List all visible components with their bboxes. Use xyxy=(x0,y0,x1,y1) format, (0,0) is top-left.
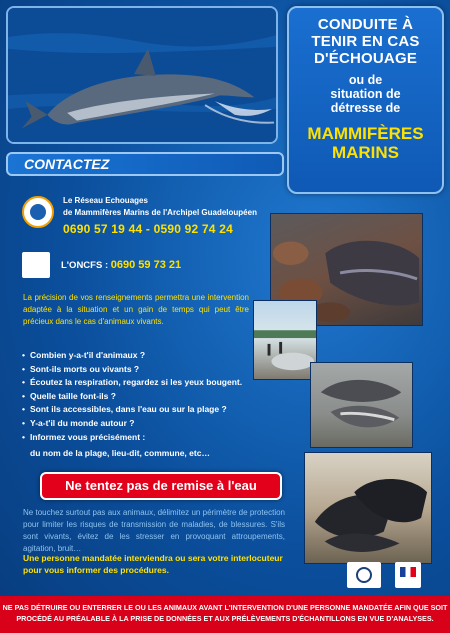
title-sub-2: situation de xyxy=(330,87,401,101)
list-item: • Quelle taille font-ils ? xyxy=(22,390,116,401)
title-line-2: TENIR EN CAS xyxy=(311,33,420,50)
list-item: • Sont ils accessibles, dans l'eau ou sur la plage ? xyxy=(22,404,227,415)
title-line-3: D'ÉCHOUAGE xyxy=(313,50,418,67)
list-item: • Y-a-t'il du monde autour ? xyxy=(22,417,135,428)
list-item: • Écoutez la respiration, regardez si les yeux bougent. xyxy=(22,377,243,388)
footer-warning xyxy=(0,596,450,633)
footer-line-2: PROCÉDÉ AU PRÉALABLE À LA PRISE DE DONNÉES ET AUX PRÉLÈVEMENTS D'ÉCHANTILLONS EN VUE D'ANALYSES. xyxy=(16,614,434,623)
title-box xyxy=(287,6,444,194)
bullet-detail: du nom de la plage, lieu-dit, commune, etc… xyxy=(30,448,210,458)
reseau-logo-icon xyxy=(22,196,54,228)
oncfs-logo-icon xyxy=(22,252,50,278)
partner-logo-icon xyxy=(347,562,381,588)
title-yellow-2: MARINS xyxy=(331,143,400,162)
reseau-line-1: Le Réseau Echouages xyxy=(63,196,148,205)
title-line-1: CONDUITE À xyxy=(317,16,414,33)
oncfs-contact xyxy=(61,259,181,271)
oncfs-label: L'ONCFS : xyxy=(61,260,111,271)
tricolor-flag-icon xyxy=(400,567,416,577)
list-item: • Sont-ils morts ou vivants ? xyxy=(22,363,140,374)
oncfs-phone[interactable]: 0690 59 73 21 xyxy=(110,259,182,271)
mass-stranding-photo xyxy=(304,452,432,564)
dolphin-photo xyxy=(6,6,278,144)
intro-paragraph: La précision de vos renseignements permettra une intervention adaptée à la situation et un gain de temps qui peut être précieux dans le cas d'animaux vivants. xyxy=(23,293,249,326)
title-sub-1: ou de xyxy=(348,73,383,87)
republic-logo-icon xyxy=(395,562,421,588)
title-yellow-1: MAMMIFÈRES xyxy=(307,124,424,143)
title-sub-3: détresse de xyxy=(330,101,401,115)
contactez-banner: CONTACTEZ xyxy=(6,152,284,176)
reseau-contact xyxy=(63,195,273,236)
ring-logo-icon xyxy=(356,567,372,583)
dolphin-on-sand-photo xyxy=(310,362,413,448)
reseau-line-2: de Mammifères Marins de l'Archipel Guadeloupéen xyxy=(63,208,257,217)
beach-people-photo xyxy=(253,300,317,380)
dolphin-logo-icon xyxy=(30,204,46,220)
warning-paragraph: Ne touchez surtout pas aux animaux, délimitez un périmètre de protection pour limiter les risques de transmission de maladies, de blessures. S'ils sont vivants, évitez de les stresser en provoquant attroupements, agitation, bruit… xyxy=(23,508,285,553)
list-item: • Informez vous précisément : xyxy=(22,431,146,442)
mandatee-paragraph: Une personne mandatée interviendra ou sera votre interlocuteur pour vous informer des procédures. xyxy=(23,553,283,575)
footer-line-1: NE PAS DÉTRUIRE OU ENTERRER LE OU LES ANIMAUX AVANT L'INTERVENTION D'UNE PERSONNE MANDATÉE AFIN QUE SOIT xyxy=(2,603,448,612)
question-list xyxy=(22,349,252,444)
reseau-phones[interactable]: 0690 57 19 44 - 0590 92 74 24 xyxy=(63,222,233,236)
no-refloat-banner: Ne tentez pas de remise à l'eau xyxy=(40,472,282,500)
list-item: • Combien y-a-t'il d'animaux ? xyxy=(22,350,146,360)
